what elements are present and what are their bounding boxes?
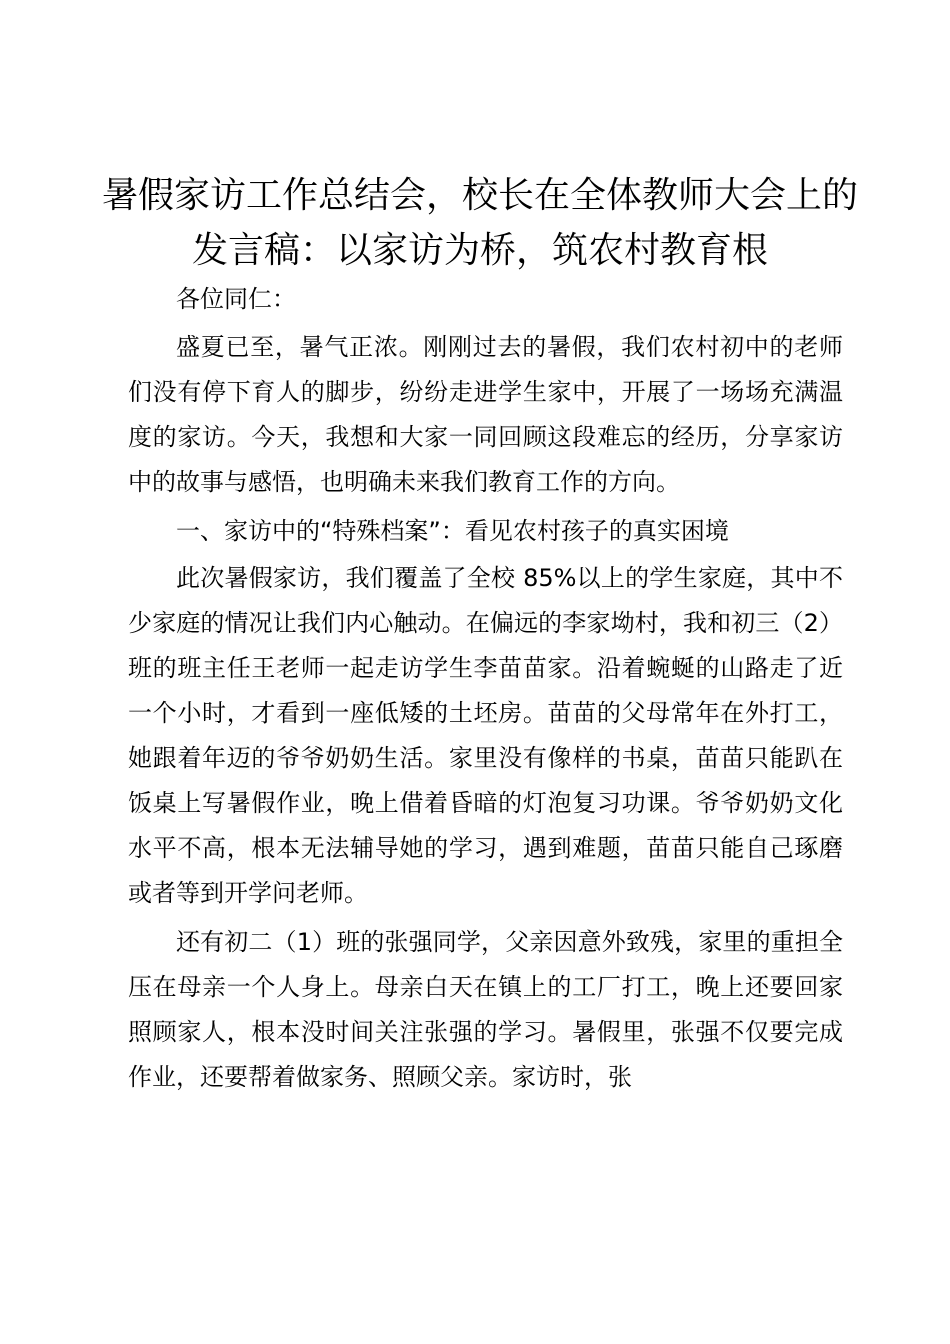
paragraph-case-li: 此次暑假家访，我们覆盖了全校 85%以上的学生家庭，其中不少家庭的情况让我们内心触动。在偏远的李家坳村，我和初三（2）班的班主任王老师一起走访学生李苗苗家。沿着蜿蜒的山路走了近一个小时，才看到一座低矮的土坯房。苗苗的父母常年在外打工，她跟着年迈的爷爷奶奶生活。家里没有像样的书桌，苗苗只能趴在饭桌上写暑假作业，晚上借着昏暗的灯泡复习功课。爷爷奶奶文化水平不高，根本无法辅导她的学习，遇到难题，苗苗只能自己琢磨或者等到开学问老师。	[128, 564, 843, 907]
salutation: 各位同仁：	[176, 285, 296, 313]
paragraph-intro: 盛夏已至，暑气正浓。刚刚过去的暑假，我们农村初中的老师们没有停下育人的脚步，纷纷走进学生家中，开展了一场场充满温度的家访。今天，我想和大家一同回顾这段难忘的经历，分享家访中的故事与感悟，也明确未来我们教育工作的方向。	[128, 333, 843, 496]
paragraph-case-zhang: 还有初二（1）班的张强同学，父亲因意外致残，家里的重担全压在母亲一个人身上。母亲白天在镇上的工厂打工，晚上还要回家照顾家人，根本没时间关注张强的学习。暑假里，张强不仅要完成作业，还要帮着做家务、照顾父亲。家访时，张	[128, 928, 843, 1091]
document-title: 暑假家访工作总结会，校长在全体教师大会上的发言稿：以家访为桥，筑农村教育根	[101, 175, 858, 271]
section-heading-1: 一、家访中的“特殊档案”：看见农村孩子的真实困境	[176, 517, 729, 545]
document-body	[128, 277, 843, 1104]
